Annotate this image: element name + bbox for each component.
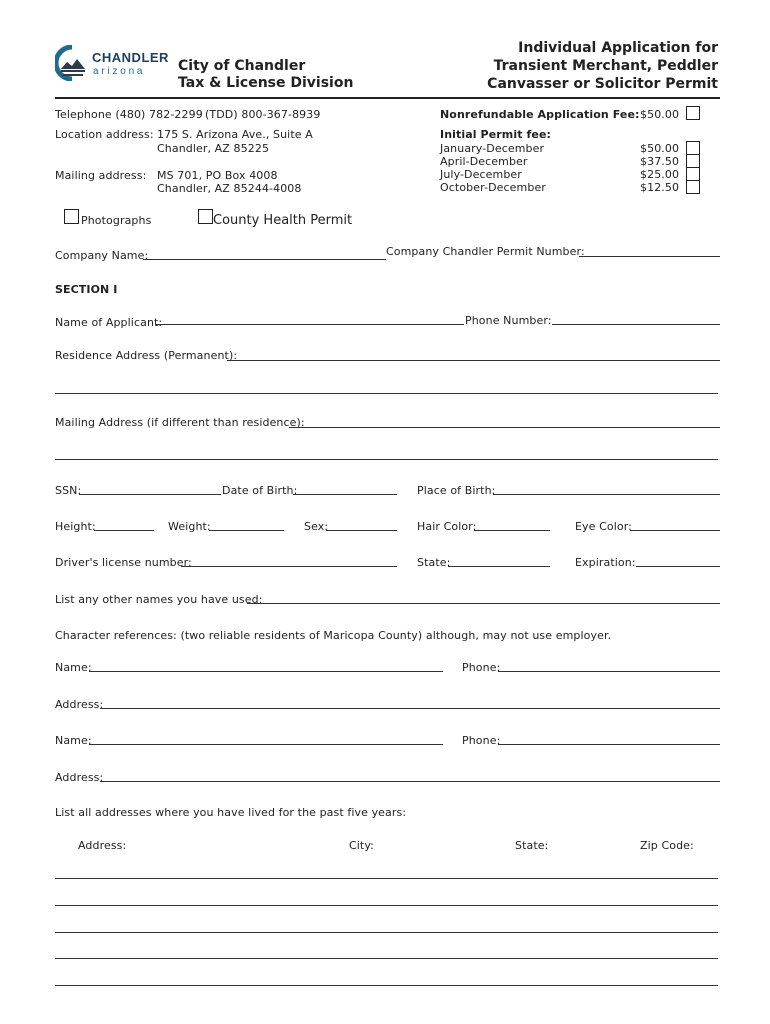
chandler-logo <box>55 45 169 85</box>
ref2-phone-field[interactable] <box>498 744 720 745</box>
drivers-license-label: Driver's license number: <box>55 556 192 569</box>
dl-state-label: State: <box>417 556 451 569</box>
mailing-address-line-2[interactable] <box>55 459 718 460</box>
residence-address-field[interactable] <box>227 360 720 361</box>
past-address-row[interactable] <box>55 878 718 879</box>
title-line-3: Canvasser or Solicitor Permit <box>487 76 718 92</box>
ref1-address-label: Address: <box>55 698 104 711</box>
height-label: Height: <box>55 520 96 533</box>
past-address-row[interactable] <box>55 985 718 986</box>
fee-period-checkbox[interactable] <box>686 180 700 194</box>
weight-label: Weight: <box>168 520 211 533</box>
fee-period-amount: $25.00 <box>640 168 680 181</box>
fee-period-label: January-December <box>440 142 545 155</box>
references-label: Character references: (two reliable residents of Maricopa County) although, may not use employer. <box>55 629 612 642</box>
location-line-2: Chandler, AZ 85225 <box>157 142 270 155</box>
mailing-line-1: MS 701, PO Box 4008 <box>157 169 278 182</box>
column-address: Address: <box>78 839 127 852</box>
nonrefundable-fee-amount: $50.00 <box>640 108 680 121</box>
expiration-field[interactable] <box>636 566 720 567</box>
photographs-label: Photographs <box>81 214 152 227</box>
ssn-label: SSN: <box>55 484 82 497</box>
dl-state-field[interactable] <box>448 566 550 567</box>
city-name: City of Chandler <box>178 58 306 74</box>
fee-period-checkbox[interactable] <box>686 154 700 168</box>
residence-address-label: Residence Address (Permanent): <box>55 349 238 362</box>
sex-label: Sex: <box>304 520 329 533</box>
division-name: Tax & License Division <box>178 75 354 91</box>
header-divider <box>55 97 720 99</box>
column-city: City: <box>349 839 374 852</box>
weight-field[interactable] <box>209 530 284 531</box>
ref1-address-field[interactable] <box>100 708 720 709</box>
past-addresses-label: List all addresses where you have lived for the past five years: <box>55 806 407 819</box>
fee-period-amount: $12.50 <box>640 181 680 194</box>
mailing-line-2: Chandler, AZ 85244-4008 <box>157 182 302 195</box>
company-permit-label: Company Chandler Permit Number: <box>386 245 585 258</box>
fee-period-amount: $37.50 <box>640 155 680 168</box>
logo-subtext: a r i z o n a <box>93 66 143 77</box>
section-heading: SECTION I <box>55 283 118 296</box>
pob-field[interactable] <box>493 494 720 495</box>
other-names-field[interactable] <box>247 603 720 604</box>
location-label: Location address: <box>55 128 154 141</box>
ref1-phone-field[interactable] <box>498 671 720 672</box>
ref1-name-field[interactable] <box>89 671 443 672</box>
expiration-label: Expiration: <box>575 556 636 569</box>
column-state: State: <box>515 839 549 852</box>
applicant-name-label: Name of Applicant: <box>55 316 163 329</box>
ref2-address-field[interactable] <box>100 781 720 782</box>
company-permit-field[interactable] <box>579 256 720 257</box>
sex-field[interactable] <box>326 530 397 531</box>
mailing-address-field[interactable] <box>289 427 720 428</box>
past-address-row[interactable] <box>55 905 718 906</box>
ref2-name-label: Name: <box>55 734 92 747</box>
hair-color-label: Hair Color: <box>417 520 477 533</box>
fee-period-amount: $50.00 <box>640 142 680 155</box>
fee-period-label: October-December <box>440 181 546 194</box>
health-permit-label: County Health Permit <box>213 213 353 228</box>
tdd-number: (TDD) 800-367-8939 <box>205 108 321 121</box>
dob-label: Date of Birth: <box>222 484 298 497</box>
past-address-row[interactable] <box>55 958 718 959</box>
ref2-address-label: Address: <box>55 771 104 784</box>
ref1-name-label: Name: <box>55 661 92 674</box>
applicant-name-field[interactable] <box>155 324 464 325</box>
pob-label: Place of Birth: <box>417 484 496 497</box>
company-name-label: Company Name: <box>55 249 149 262</box>
mailing-label: Mailing address: <box>55 169 147 182</box>
title-line-2: Transient Merchant, Peddler <box>493 58 718 74</box>
past-address-row[interactable] <box>55 932 718 933</box>
ref2-phone-label: Phone: <box>462 734 501 747</box>
fee-period-checkbox[interactable] <box>686 141 700 155</box>
dob-field[interactable] <box>293 494 397 495</box>
phone-number-label: Phone Number: <box>465 314 552 327</box>
ref2-name-field[interactable] <box>89 744 443 745</box>
nonrefundable-fee-label: Nonrefundable Application Fee: <box>440 108 640 121</box>
chandler-logo-icon <box>55 45 89 81</box>
phone-number-field[interactable] <box>552 324 720 325</box>
location-line-1: 175 S. Arizona Ave., Suite A <box>157 128 313 141</box>
photographs-checkbox[interactable] <box>64 209 79 224</box>
eye-color-label: Eye Color: <box>575 520 632 533</box>
fee-period-checkbox[interactable] <box>686 167 700 181</box>
initial-fee-label: Initial Permit fee: <box>440 128 552 141</box>
residence-address-line-2[interactable] <box>55 393 718 394</box>
logo-wordmark: CHANDLER <box>92 50 169 65</box>
company-name-field[interactable] <box>143 259 386 260</box>
fee-period-label: July-December <box>440 168 522 181</box>
eye-color-field[interactable] <box>630 530 720 531</box>
other-names-label: List any other names you have used: <box>55 593 263 606</box>
ssn-field[interactable] <box>79 494 221 495</box>
column-zip: Zip Code: <box>640 839 694 852</box>
health-permit-checkbox[interactable] <box>198 209 213 224</box>
title-line-1: Individual Application for <box>518 40 718 56</box>
telephone: Telephone (480) 782-2299 <box>55 108 203 121</box>
height-field[interactable] <box>94 530 154 531</box>
fee-period-label: April-December <box>440 155 528 168</box>
mailing-address-label: Mailing Address (if different than residence): <box>55 416 305 429</box>
ref1-phone-label: Phone: <box>462 661 501 674</box>
hair-color-field[interactable] <box>474 530 550 531</box>
nonrefundable-fee-checkbox[interactable] <box>686 106 700 120</box>
drivers-license-field[interactable] <box>181 566 397 567</box>
form-title <box>487 39 718 93</box>
